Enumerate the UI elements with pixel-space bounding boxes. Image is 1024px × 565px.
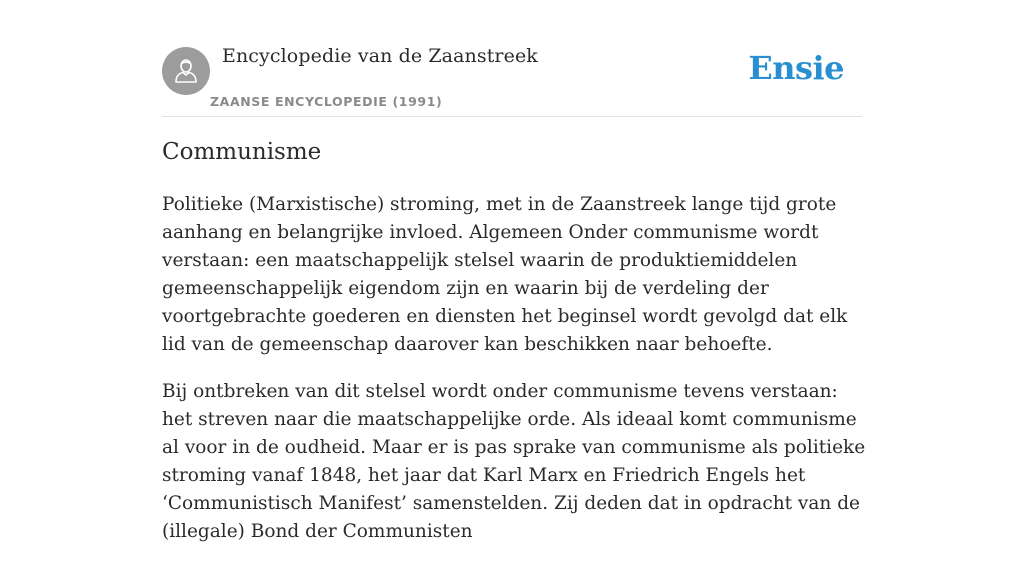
article-paragraph: Politieke (Marxistische) stroming, met in de Zaanstreek lange tijd grote aanhang en belangrijke invloed. Algemeen Onder communisme wordt verstaan: een maatschappelijk stelsel waarin de produktiemiddelen gemeenschappelijk eigendom zijn en waarin bij de verdeling der voortgebrachte goederen en diensten het beginsel wordt gevolgd dat elk lid van de gemeenschap daarover kan beschikken naar behoefte. [162, 194, 848, 355]
source-title[interactable]: Encyclopedie van de Zaanstreek [222, 45, 538, 67]
source-header [162, 0, 862, 117]
user-silhouette-icon [162, 47, 210, 95]
article-title: Communisme [162, 139, 322, 165]
article-paragraph: Bij ontbreken van dit stelsel wordt onder communisme tevens verstaan: het streven naar die maatschappelijke orde. Als ideaal komt communisme al voor in de oudheid. Maar er is pas sprake van communisme als politieke stroming vanaf 1848, het jaar dat Karl Marx en Friedrich Engels het ‘Communistisch Manifest’ samenstelden. Zij deden dat in opdracht van de (illegale) Bond der Communisten [162, 381, 866, 542]
source-avatar[interactable] [162, 47, 210, 95]
content-column [162, 0, 866, 542]
article-body [162, 191, 868, 565]
source-subtitle: ZAANSE ENCYCLOPEDIE (1991) [210, 94, 443, 109]
brand-logo[interactable]: Ensie [748, 49, 844, 87]
